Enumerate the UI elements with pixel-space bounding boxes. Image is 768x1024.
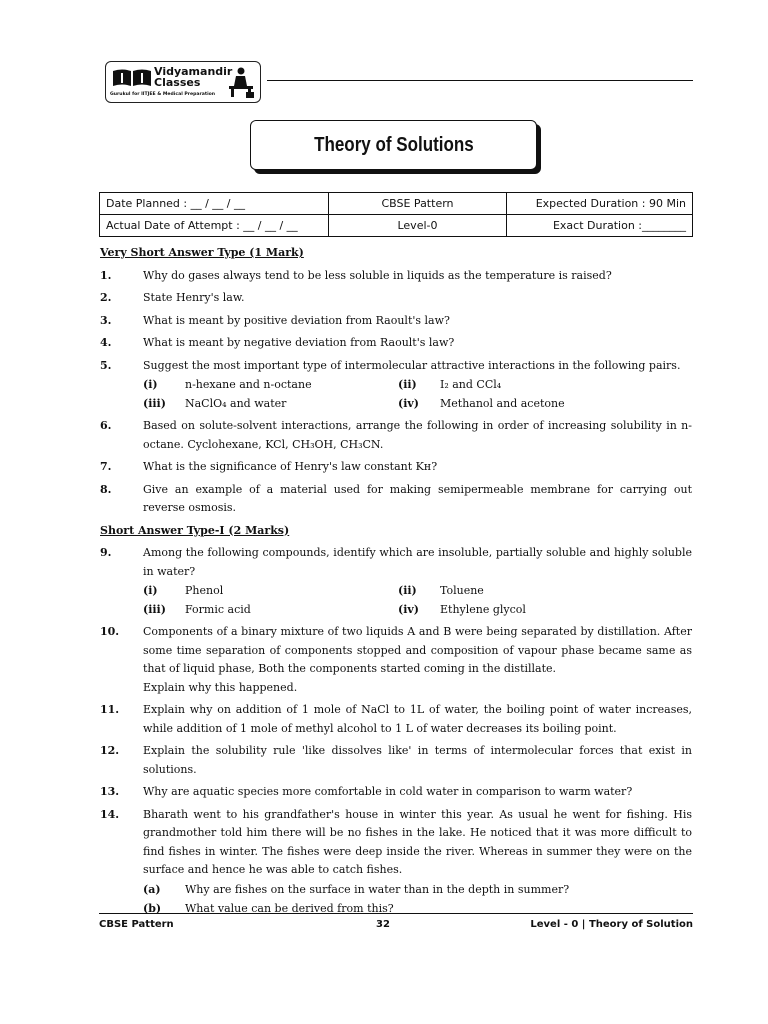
option-label: (ii) <box>398 584 417 597</box>
option-text: NaClO₄ and water <box>185 397 287 410</box>
option-label: (i) <box>143 378 158 391</box>
option-text: n-hexane and n-octane <box>185 378 312 391</box>
question-number: 3. <box>100 313 112 327</box>
level-cell: Level-0 <box>329 215 507 237</box>
footer-right: Level - 0 | Theory of Solution <box>530 919 693 930</box>
option-text: Ethylene glycol <box>440 603 526 616</box>
sub-question-label: (b) <box>143 901 162 915</box>
section-heading: Very Short Answer Type (1 Mark) <box>100 246 304 259</box>
sub-question-text: What value can be derived from this? <box>185 901 394 915</box>
page-title: Theory of Solutions <box>313 133 474 156</box>
option-text: I₂ and CCl₄ <box>440 378 502 391</box>
question-number: 7. <box>100 460 112 473</box>
info-table <box>99 192 693 237</box>
option-label: (ii) <box>398 378 417 391</box>
question-4 <box>100 334 692 353</box>
exact-duration-cell: Exact Duration :________ <box>507 215 693 237</box>
table-row <box>100 215 693 237</box>
question-7 <box>100 458 692 477</box>
question-number: 10. <box>100 625 120 638</box>
question-13 <box>100 783 692 802</box>
question-3 <box>100 312 692 331</box>
sub-question-list <box>143 880 692 918</box>
question-11 <box>100 701 692 738</box>
logo <box>105 61 261 103</box>
page-number: 32 <box>376 919 390 930</box>
question-number: 2. <box>100 291 112 304</box>
question-number: 11. <box>100 703 120 716</box>
question-text: Bharath went to his grandfather's house in winter this year. As usual he went for fishing. His grandmother told him there will be no fishes in the lake. He noticed that it was more difficult to find fishes in winter. The fishes were deep inside the river. Whereas in summer they were on the surface and hence he was able to catch fishes. <box>143 807 692 876</box>
question-2 <box>100 289 692 308</box>
logo-brand-line2: Classes <box>154 76 201 89</box>
question-number: 8. <box>100 482 112 496</box>
question-text: Among the following compounds, identify which are insoluble, partially soluble and highly soluble in water? <box>143 546 692 578</box>
option-text: Methanol and acetone <box>440 397 565 410</box>
question-number: 12. <box>100 744 120 757</box>
question-10 <box>100 623 692 697</box>
question-text: Why are aquatic species more comfortable in cold water in comparison to warm water? <box>143 785 633 798</box>
logo-tagline: Gurukul for IITJEE & Medical Preparation <box>110 92 216 97</box>
question-14 <box>100 806 692 918</box>
table-row <box>100 193 693 215</box>
question-1 <box>100 267 692 286</box>
question-text: Explain why on addition of 1 mole of NaCl to 1L of water, the boiling point of water increases, while addition of 1 mole of methyl alcohol to 1 L of water decreases its boiling point. <box>143 703 692 735</box>
question-text: What is the significance of Henry's law constant Kн? <box>143 460 438 473</box>
date-planned-cell: Date Planned : __ / __ / __ <box>100 193 329 215</box>
option-label: (iv) <box>398 397 419 410</box>
question-number: 9. <box>100 546 112 559</box>
question-text-followup: Explain why this happened. <box>143 680 298 694</box>
option-text: Phenol <box>185 584 224 597</box>
option-text: Formic acid <box>185 603 251 616</box>
sub-question-text: Why are fishes on the surface in water than in the depth in summer? <box>185 882 570 896</box>
section-heading: Short Answer Type-I (2 Marks) <box>100 523 290 537</box>
question-list <box>100 244 692 922</box>
question-12 <box>100 742 692 779</box>
footer-rule <box>99 913 693 914</box>
question-5 <box>100 357 692 414</box>
question-9 <box>100 544 692 619</box>
logo-brand-line1: Vidyamandir <box>154 65 233 78</box>
footer-left: CBSE Pattern <box>99 919 174 930</box>
question-number: 4. <box>100 336 112 349</box>
expected-duration-cell: Expected Duration : 90 Min <box>507 193 693 215</box>
question-8 <box>100 481 692 518</box>
question-text: Based on solute-solvent interactions, arrange the following in order of increasing solubility in n-octane. Cyclohexane, KCl, CH₃OH, CH₃CN. <box>143 419 692 451</box>
header-rule <box>267 80 693 81</box>
question-text: Why do gases always tend to be less soluble in liquids as the temperature is raised? <box>143 268 612 282</box>
option-label: (i) <box>143 584 158 597</box>
question-text: Suggest the most important type of intermolecular attractive interactions in the following pairs. <box>143 358 681 372</box>
question-number: 13. <box>100 785 120 798</box>
option-text: Toluene <box>440 584 484 597</box>
pattern-cell: CBSE Pattern <box>329 193 507 215</box>
question-number: 5. <box>100 358 112 372</box>
question-text: What is meant by negative deviation from Raoult's law? <box>143 336 455 349</box>
option-grid <box>143 581 692 619</box>
title-box <box>250 120 537 170</box>
question-number: 14. <box>100 807 120 821</box>
book-icon <box>112 68 152 88</box>
option-label: (iii) <box>143 603 166 616</box>
option-grid <box>143 375 692 413</box>
question-text: Give an example of a material used for making semipermeable membrane for carrying out reverse osmosis. <box>143 482 692 514</box>
sub-question-label: (a) <box>143 882 161 896</box>
option-label: (iv) <box>398 603 419 616</box>
question-number: 6. <box>100 419 112 432</box>
actual-date-cell: Actual Date of Attempt : __ / __ / __ <box>100 215 329 237</box>
question-number: 1. <box>100 268 112 282</box>
question-6 <box>100 417 692 454</box>
question-text: Components of a binary mixture of two liquids A and B were being separated by distillation. After some time separation of components stopped and composition of vapour phase became same as that of liquid phase, Both the components started coming in the distillate. <box>143 625 692 675</box>
question-text: State Henry's law. <box>143 291 245 304</box>
question-text: What is meant by positive deviation from Raoult's law? <box>143 313 450 327</box>
question-text: Explain the solubility rule 'like dissolves like' in terms of intermolecular forces that exist in solutions. <box>143 744 692 776</box>
student-at-desk-icon <box>227 66 255 99</box>
option-label: (iii) <box>143 397 166 410</box>
